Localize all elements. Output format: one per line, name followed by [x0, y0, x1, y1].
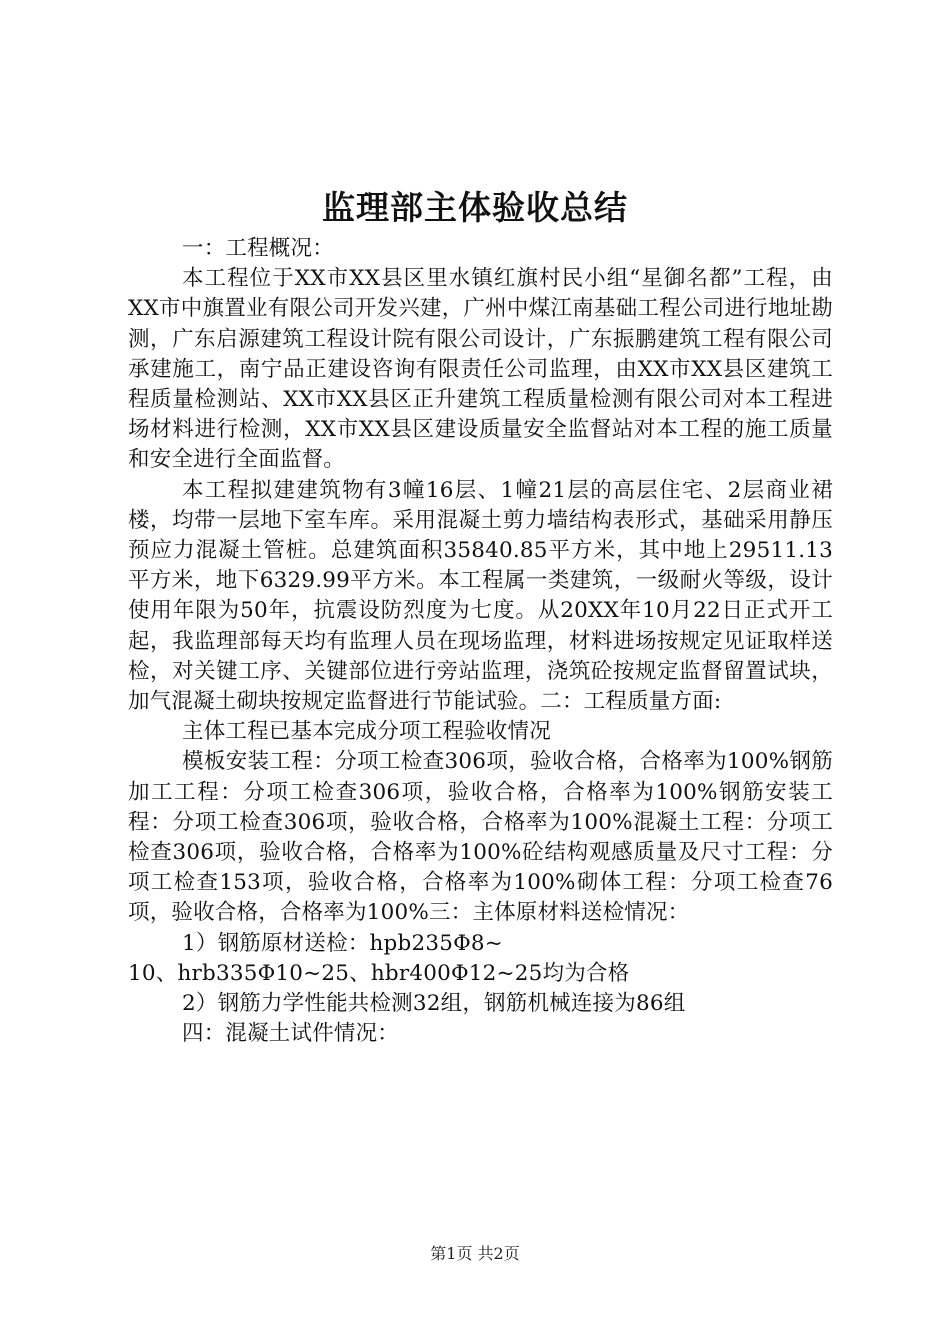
body-paragraph: 本工程拟建建筑物有3幢16层、1幢21层的高层住宅、2层商业裙楼，均带一层地下室车库。采用混凝土剪力墙结构表形式，基础采用静压预应力混凝土管桩。总建筑面积35840.85平方米，其中地上29511.13平方米，地下6329.99平方米。本工程属一类建筑，一级耐火等级，设计使用年限为50年，抗震设防烈度为七度。从20XX年10月22日正式开工起，我监理部每天均有监理人员在现场监理，材料进场按规定见证取样送检，对关键工序、关键部位进行旁站监理，浇筑砼按规定监督留置试块，加气混凝土砌块按规定监督进行节能试验。二：工程质量方面:	[128, 477, 833, 715]
body-paragraph: 主体工程已基本完成分项工程验收情况	[182, 719, 551, 745]
document-title: 监理部主体验收总结	[322, 188, 628, 227]
page-footer: 第1页 共2页	[430, 1244, 520, 1263]
body-paragraph: 10、hrb335Φ10~25、hbr400Φ12~25均为合格	[128, 960, 630, 986]
body-paragraph: 1）钢筋原材送检：hpb235Φ8~	[182, 930, 504, 956]
body-paragraph: 一：工程概况：	[182, 236, 334, 261]
body-paragraph: 四：混凝土试件情况：	[182, 1021, 400, 1047]
document-body	[128, 234, 833, 1049]
body-paragraph: 本工程位于XX市XX县区里水镇红旗村民小组“星御名都”工程，由XX市中旗置业有限公司开发兴建，广州中煤江南基础工程公司进行地址勘测，广东启源建筑工程设计院有限公司设计，广东振鹏建筑工程有限公司承建施工，南宁品正建设咨询有限责任公司监理，由XX市XX县区建筑工程质量检测站、XX市XX县区正升建筑工程质量检测有限公司对本工程进场材料进行检测，XX市XX县区建设质量安全监督站对本工程的施工质量和安全进行全面监督。	[128, 266, 833, 473]
body-paragraph: 模板安装工程：分项工检查306项，验收合格，合格率为100%钢筋加工工程：分项工检查306项，验收合格，合格率为100%钢筋安装工程：分项工检查306项，验收合格，合格率为100%混凝土工程：分项工检查306项，验收合格，合格率为100%砼结构观感质量及尺寸工程：分项工检查153项，验收合格，合格率为100%砌体工程：分项工检查76项，验收合格，合格率为100%三：主体原材料送检情况：	[128, 749, 833, 926]
body-paragraph: 2）钢筋力学性能共检测32组，钢筋机械连接为86组	[182, 991, 686, 1017]
